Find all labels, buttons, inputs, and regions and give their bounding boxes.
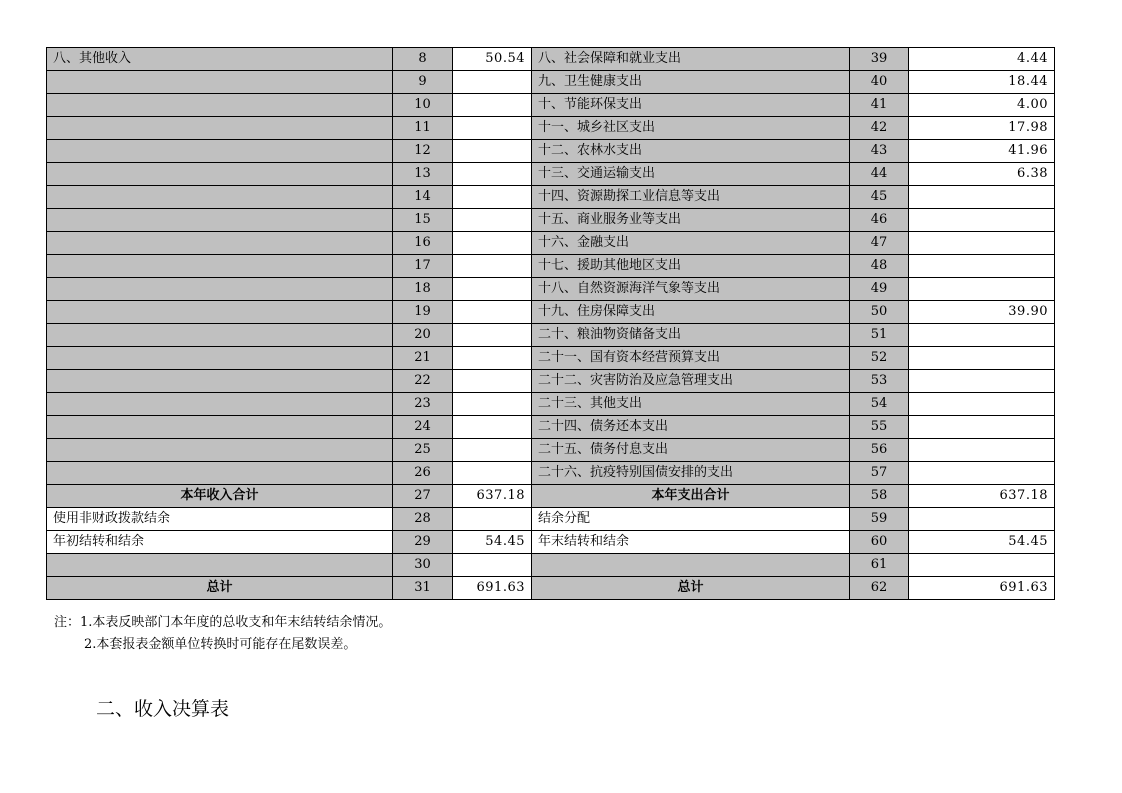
expenditure-amount-cell [909, 232, 1055, 255]
expenditure-item-cell: 十、节能环保支出 [532, 94, 850, 117]
expenditure-amount-cell [909, 255, 1055, 278]
income-line-number-cell: 20 [393, 324, 453, 347]
expenditure-amount-cell: 18.44 [909, 71, 1055, 94]
expenditure-item-cell: 本年支出合计 [532, 485, 850, 508]
income-amount-cell [453, 393, 532, 416]
income-line-number-cell: 8 [393, 48, 453, 71]
expenditure-line-number-cell: 44 [850, 163, 909, 186]
table-notes [54, 612, 391, 656]
expenditure-line-number-cell: 50 [850, 301, 909, 324]
expenditure-amount-cell [909, 370, 1055, 393]
income-item-cell [47, 163, 393, 186]
expenditure-line-number-cell: 61 [850, 554, 909, 577]
expenditure-line-number-cell: 58 [850, 485, 909, 508]
income-line-number-cell: 10 [393, 94, 453, 117]
income-line-number-cell: 26 [393, 462, 453, 485]
income-amount-cell: 50.54 [453, 48, 532, 71]
table-row [47, 416, 1055, 439]
table-row [47, 347, 1055, 370]
expenditure-amount-cell: 17.98 [909, 117, 1055, 140]
expenditure-amount-cell [909, 324, 1055, 347]
income-amount-cell [453, 301, 532, 324]
income-line-number-cell: 30 [393, 554, 453, 577]
income-amount-cell [453, 370, 532, 393]
expenditure-amount-cell [909, 416, 1055, 439]
income-amount-cell [453, 324, 532, 347]
expenditure-item-cell: 二十一、国有资本经营预算支出 [532, 347, 850, 370]
income-line-number-cell: 23 [393, 393, 453, 416]
income-item-cell [47, 393, 393, 416]
table-row [47, 255, 1055, 278]
expenditure-line-number-cell: 40 [850, 71, 909, 94]
expenditure-amount-cell: 691.63 [909, 577, 1055, 600]
expenditure-line-number-cell: 56 [850, 439, 909, 462]
expenditure-line-number-cell: 41 [850, 94, 909, 117]
expenditure-line-number-cell: 51 [850, 324, 909, 347]
table-row [47, 531, 1055, 554]
income-item-cell [47, 186, 393, 209]
section-title: 二、收入决算表 [96, 698, 230, 720]
table-row [47, 117, 1055, 140]
expenditure-line-number-cell: 59 [850, 508, 909, 531]
expenditure-item-cell: 十二、农林水支出 [532, 140, 850, 163]
table-row [47, 94, 1055, 117]
income-line-number-cell: 31 [393, 577, 453, 600]
expenditure-line-number-cell: 39 [850, 48, 909, 71]
expenditure-line-number-cell: 52 [850, 347, 909, 370]
income-amount-cell: 54.45 [453, 531, 532, 554]
expenditure-line-number-cell: 47 [850, 232, 909, 255]
expenditure-amount-cell: 39.90 [909, 301, 1055, 324]
note-line-1: 注：1.本表反映部门本年度的总收支和年末结转结余情况。 [54, 615, 392, 630]
expenditure-item-cell: 结余分配 [532, 508, 850, 531]
table-row [47, 71, 1055, 94]
income-amount-cell [453, 163, 532, 186]
table-row [47, 301, 1055, 324]
income-item-cell: 八、其他收入 [47, 48, 393, 71]
expenditure-line-number-cell: 53 [850, 370, 909, 393]
table-row [47, 186, 1055, 209]
expenditure-item-cell: 十九、住房保障支出 [532, 301, 850, 324]
expenditure-line-number-cell: 49 [850, 278, 909, 301]
income-line-number-cell: 14 [393, 186, 453, 209]
income-item-cell [47, 140, 393, 163]
expenditure-amount-cell [909, 278, 1055, 301]
income-line-number-cell: 17 [393, 255, 453, 278]
income-amount-cell [453, 347, 532, 370]
income-line-number-cell: 16 [393, 232, 453, 255]
income-amount-cell [453, 255, 532, 278]
expenditure-amount-cell: 6.38 [909, 163, 1055, 186]
table-row [47, 209, 1055, 232]
table-row [47, 48, 1055, 71]
expenditure-item-cell: 九、卫生健康支出 [532, 71, 850, 94]
expenditure-item-cell: 十一、城乡社区支出 [532, 117, 850, 140]
note-line-2: 2.本套报表金额单位转换时可能存在尾数误差。 [84, 637, 357, 652]
income-line-number-cell: 19 [393, 301, 453, 324]
income-amount-cell [453, 439, 532, 462]
expenditure-item-cell: 二十二、灾害防治及应急管理支出 [532, 370, 850, 393]
expenditure-amount-cell [909, 393, 1055, 416]
income-line-number-cell: 11 [393, 117, 453, 140]
expenditure-line-number-cell: 55 [850, 416, 909, 439]
income-amount-cell [453, 94, 532, 117]
table-row [47, 554, 1055, 577]
income-item-cell [47, 347, 393, 370]
income-item-cell [47, 324, 393, 347]
table-row [47, 577, 1055, 600]
income-item-cell [47, 370, 393, 393]
table-row [47, 140, 1055, 163]
table-row [47, 485, 1055, 508]
income-item-cell [47, 117, 393, 140]
income-item-cell: 本年收入合计 [47, 485, 393, 508]
table-row [47, 462, 1055, 485]
expenditure-item-cell: 十六、金融支出 [532, 232, 850, 255]
expenditure-line-number-cell: 42 [850, 117, 909, 140]
table-row [47, 163, 1055, 186]
expenditure-item-cell: 二十、粮油物资储备支出 [532, 324, 850, 347]
income-line-number-cell: 18 [393, 278, 453, 301]
income-item-cell: 年初结转和结余 [47, 531, 393, 554]
table-row [47, 370, 1055, 393]
income-line-number-cell: 12 [393, 140, 453, 163]
expenditure-item-cell: 十四、资源勘探工业信息等支出 [532, 186, 850, 209]
income-item-cell [47, 94, 393, 117]
expenditure-line-number-cell: 48 [850, 255, 909, 278]
income-amount-cell [453, 554, 532, 577]
expenditure-amount-cell: 54.45 [909, 531, 1055, 554]
income-item-cell [47, 301, 393, 324]
income-item-cell [47, 71, 393, 94]
expenditure-amount-cell: 4.00 [909, 94, 1055, 117]
table-row [47, 232, 1055, 255]
table-row [47, 393, 1055, 416]
income-amount-cell: 691.63 [453, 577, 532, 600]
expenditure-item-cell: 二十四、债务还本支出 [532, 416, 850, 439]
expenditure-line-number-cell: 46 [850, 209, 909, 232]
income-line-number-cell: 15 [393, 209, 453, 232]
income-line-number-cell: 27 [393, 485, 453, 508]
expenditure-item-cell: 二十五、债务付息支出 [532, 439, 850, 462]
table-row [47, 508, 1055, 531]
income-item-cell [47, 209, 393, 232]
income-line-number-cell: 13 [393, 163, 453, 186]
expenditure-item-cell: 十三、交通运输支出 [532, 163, 850, 186]
table-row [47, 278, 1055, 301]
expenditure-amount-cell [909, 347, 1055, 370]
income-amount-cell [453, 209, 532, 232]
expenditure-amount-cell: 637.18 [909, 485, 1055, 508]
expenditure-amount-cell [909, 186, 1055, 209]
income-amount-cell [453, 462, 532, 485]
expenditure-item-cell: 年末结转和结余 [532, 531, 850, 554]
table-row [47, 324, 1055, 347]
income-amount-cell [453, 232, 532, 255]
expenditure-amount-cell [909, 554, 1055, 577]
expenditure-amount-cell: 4.44 [909, 48, 1055, 71]
income-line-number-cell: 9 [393, 71, 453, 94]
income-item-cell [47, 416, 393, 439]
income-line-number-cell: 25 [393, 439, 453, 462]
income-item-cell [47, 439, 393, 462]
expenditure-amount-cell [909, 439, 1055, 462]
income-item-cell: 总计 [47, 577, 393, 600]
expenditure-line-number-cell: 62 [850, 577, 909, 600]
table-row [47, 439, 1055, 462]
income-item-cell [47, 232, 393, 255]
expenditure-item-cell: 二十六、抗疫特别国债安排的支出 [532, 462, 850, 485]
expenditure-item-cell: 二十三、其他支出 [532, 393, 850, 416]
income-line-number-cell: 29 [393, 531, 453, 554]
table-body [47, 48, 1055, 600]
expenditure-line-number-cell: 43 [850, 140, 909, 163]
income-item-cell [47, 278, 393, 301]
final-accounts-table [46, 47, 1055, 600]
expenditure-item-cell: 八、社会保障和就业支出 [532, 48, 850, 71]
expenditure-line-number-cell: 57 [850, 462, 909, 485]
income-line-number-cell: 22 [393, 370, 453, 393]
expenditure-amount-cell: 41.96 [909, 140, 1055, 163]
income-amount-cell [453, 140, 532, 163]
income-amount-cell [453, 508, 532, 531]
expenditure-line-number-cell: 60 [850, 531, 909, 554]
expenditure-amount-cell [909, 508, 1055, 531]
income-line-number-cell: 24 [393, 416, 453, 439]
expenditure-item-cell [532, 554, 850, 577]
expenditure-line-number-cell: 54 [850, 393, 909, 416]
expenditure-item-cell: 总计 [532, 577, 850, 600]
expenditure-amount-cell [909, 462, 1055, 485]
income-item-cell [47, 554, 393, 577]
income-line-number-cell: 21 [393, 347, 453, 370]
income-item-cell [47, 255, 393, 278]
income-amount-cell [453, 278, 532, 301]
income-amount-cell [453, 416, 532, 439]
income-amount-cell [453, 71, 532, 94]
income-line-number-cell: 28 [393, 508, 453, 531]
expenditure-item-cell: 十七、援助其他地区支出 [532, 255, 850, 278]
expenditure-amount-cell [909, 209, 1055, 232]
income-amount-cell [453, 117, 532, 140]
income-item-cell: 使用非财政拨款结余 [47, 508, 393, 531]
expenditure-line-number-cell: 45 [850, 186, 909, 209]
income-amount-cell: 637.18 [453, 485, 532, 508]
income-amount-cell [453, 186, 532, 209]
expenditure-item-cell: 十五、商业服务业等支出 [532, 209, 850, 232]
income-item-cell [47, 462, 393, 485]
expenditure-item-cell: 十八、自然资源海洋气象等支出 [532, 278, 850, 301]
